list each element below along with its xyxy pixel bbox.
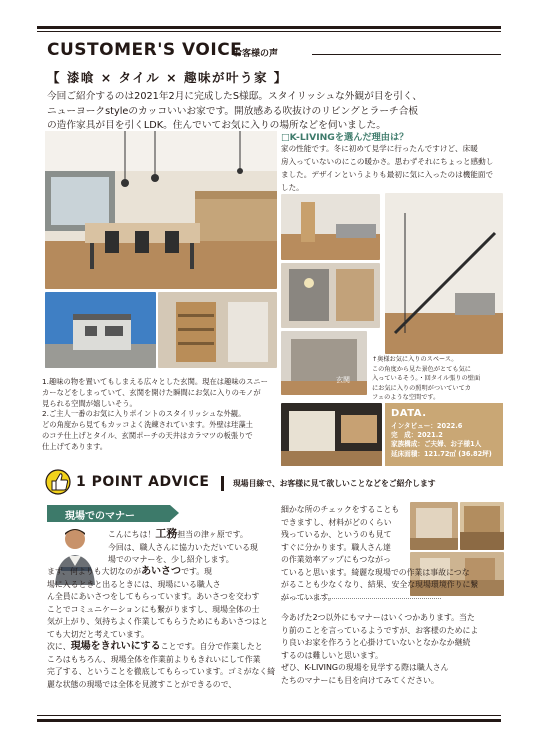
body-line: 完了する、ということを徹底してもらっています。ゴミがなく綺 (47, 667, 276, 676)
greeting-name: 工務 (155, 527, 178, 540)
body-line: ていると思います。綺麗な現場での作業は事故につな (281, 567, 470, 577)
data-line: 家族構成：ご夫婦、お子様1人 (391, 440, 482, 449)
caption-line: カーなどをしまっていて、玄関を開けた瞬間にお気に入りのモノが (42, 387, 261, 397)
intro-text (47, 90, 502, 134)
emphasis-text: 現場をきれいにする (70, 641, 161, 652)
living-photo (281, 403, 382, 466)
bottom-rule-thick (37, 719, 501, 722)
body-text: まず、何よりも大切なのが (47, 567, 142, 576)
upstairs-photo (281, 194, 380, 260)
manner-body-left (47, 566, 275, 691)
section-title: CUSTOMER'S VOICE (47, 40, 243, 60)
body-line: すぐに分かります。職人さん達 (281, 542, 391, 552)
thumbs-up-icon (45, 466, 71, 496)
body-line: がることも少なくなり、結果、安全な現場環境作りに繋 (281, 580, 479, 589)
body-text: 次に、 (47, 642, 71, 651)
answer-line: ました。デザインというよりも最初に気に入ったのは機能面で (281, 170, 494, 179)
caption-line: 入っているそう。・回タイル張りの壁面 (372, 375, 481, 382)
question-answer (281, 142, 505, 194)
data-box (385, 403, 503, 466)
body-line: の作業効率アップにもつながっ (281, 555, 391, 564)
intro-line: の造作家具が目を引くLDK。住んでいてお気に入りの場所などを伺いました。 (47, 120, 386, 131)
data-line: 完 成：2021.2 (391, 431, 443, 440)
body-line: するのは難しいと思います。 (281, 650, 383, 660)
header-line (312, 54, 501, 55)
body-line: 気が上がり、気持ちよく作業してもらうためにもあいさつはと (47, 617, 268, 626)
dotted-divider (281, 598, 441, 599)
photo-overlay-label: 玄関 (336, 376, 350, 384)
advice-note: 現場目線で、お客様に見て欲しいことなどをご紹介します (233, 479, 436, 488)
greeting-line: 今回は、職人さんに協力いただいている現 (108, 542, 258, 552)
question-label: □K-LIVINGを選んだ理由は？ (281, 132, 409, 143)
caption-line: 仕上げてあります。 (42, 441, 108, 451)
article-headline: 【 漆喰 × タイル × 趣味が叶う家 】 (47, 70, 288, 85)
data-line: 延床面積：121.72㎡ (36.82坪) (391, 449, 492, 458)
data-line: インタビュー：2022.6 (391, 422, 463, 430)
body-line: たちのマナーにも目を向けてみてください。 (281, 675, 439, 685)
body-text: です。現 (181, 567, 212, 576)
caption-line: にお気に入りの照明がついていてカ (372, 384, 471, 392)
niche-photo (281, 331, 367, 395)
caption-line: どの角度から見てもカッコよく洗練されています。外壁は珪藻土 (42, 420, 253, 430)
advice-divider (221, 476, 224, 491)
answer-line: した。 (281, 183, 304, 192)
bottom-rule-thin (37, 715, 501, 716)
manner-closing (281, 612, 478, 687)
body-line: ぜひ、K-LIVINGの現場を見学する際は職人さん (281, 663, 449, 672)
body-line: ころはもちろん、現場全体を作業前よりもきれいにして作業 (47, 654, 261, 664)
manner-tag: 現場でのマナー (47, 505, 170, 522)
body-line: できますし、材料がどのくらい (281, 517, 392, 527)
greeting-text (108, 528, 258, 567)
body-line: がっています。 (281, 592, 336, 602)
greeting-line: 場でのマナーを、少し紹介します。 (108, 555, 234, 564)
answer-line: 家の性能です。冬に初めて見学に行ったんですけど、床暖 (281, 144, 478, 153)
body-line: 残っているか、というのも見て (281, 530, 392, 539)
emphasis-text: あいさつ (141, 566, 182, 577)
body-line: 細かな所のチェックをすることも (281, 505, 400, 514)
body-line: ても大切だと考えています。 (47, 629, 149, 639)
stairs-photo (385, 193, 503, 354)
top-rule-thick (37, 26, 501, 29)
body-text: ことです。自分で作業したと (160, 642, 263, 651)
exterior-photo (45, 292, 156, 368)
body-line: り前のことを言っているようですが、お客様のためによ (281, 625, 479, 635)
body-line: 場に入るときと出るときには、現場にいる職人さ (47, 579, 221, 589)
body-line: ん全員にあいさつをしてもらっています。あいさつを交わす (47, 592, 260, 601)
stairs-caption (372, 355, 500, 403)
caption-line: 見られる空間が嬉しいそう。 (42, 398, 137, 408)
body-line: り良いお家を作ろうと心掛けていないとなかなか継続 (281, 638, 471, 647)
greeting-prefix: こんにちは！ (108, 530, 156, 539)
body-line: 今あげた2つ以外にもマナーはいくつかあります。当た (281, 613, 475, 622)
caption-line: のコテ仕上げとタイル、玄関ポーチの天井はカラマツの板張りで (42, 430, 253, 440)
body-line: 麗な状態の現場では全体を見渡すことができるので、 (47, 679, 237, 689)
top-rule-thin (37, 31, 501, 32)
body-line: ことでコミュニケーションにも繋がりますし、現場全体の士 (47, 604, 260, 614)
advice-title: 1 POINT ADVICE (76, 474, 210, 490)
caption-line: 1.趣味の物を置いてもしまえる広々とした玄関。現在は趣味のスニー (42, 377, 268, 386)
intro-line: 今回ご紹介するのは2021年2月に完成したS様邸。スタイリッシュな外観が目を引く、 (47, 91, 423, 102)
entrance-photo (158, 292, 277, 368)
entrance-caption (42, 377, 278, 453)
caption-line: フェのような空間です。 (372, 394, 440, 401)
section-subtitle: お客様の声 (233, 49, 279, 59)
greeting-suffix: 担当の津ヶ原です。 (177, 530, 248, 539)
answer-line: 房入っていないのにこの暖かさ。思わずそれにちょっと感動し (281, 157, 494, 166)
tile-wall-photo (281, 263, 380, 328)
caption-line: ↑奥様お気に入りのスペース。 (372, 356, 458, 363)
caption-line: この角度から見た景色がとても気に (372, 365, 471, 373)
data-title: DATA. (391, 408, 427, 419)
intro-line: ニューヨークstyleのカッコいいお家です。開放感ある吹抜けのリビングとラーチ合板 (47, 105, 419, 117)
ldk-photo (45, 131, 277, 289)
caption-line: 2.ご主人一番のお気に入りポイントのスタイリッシュな外観。 (42, 409, 246, 419)
manner-body-right (281, 504, 478, 604)
